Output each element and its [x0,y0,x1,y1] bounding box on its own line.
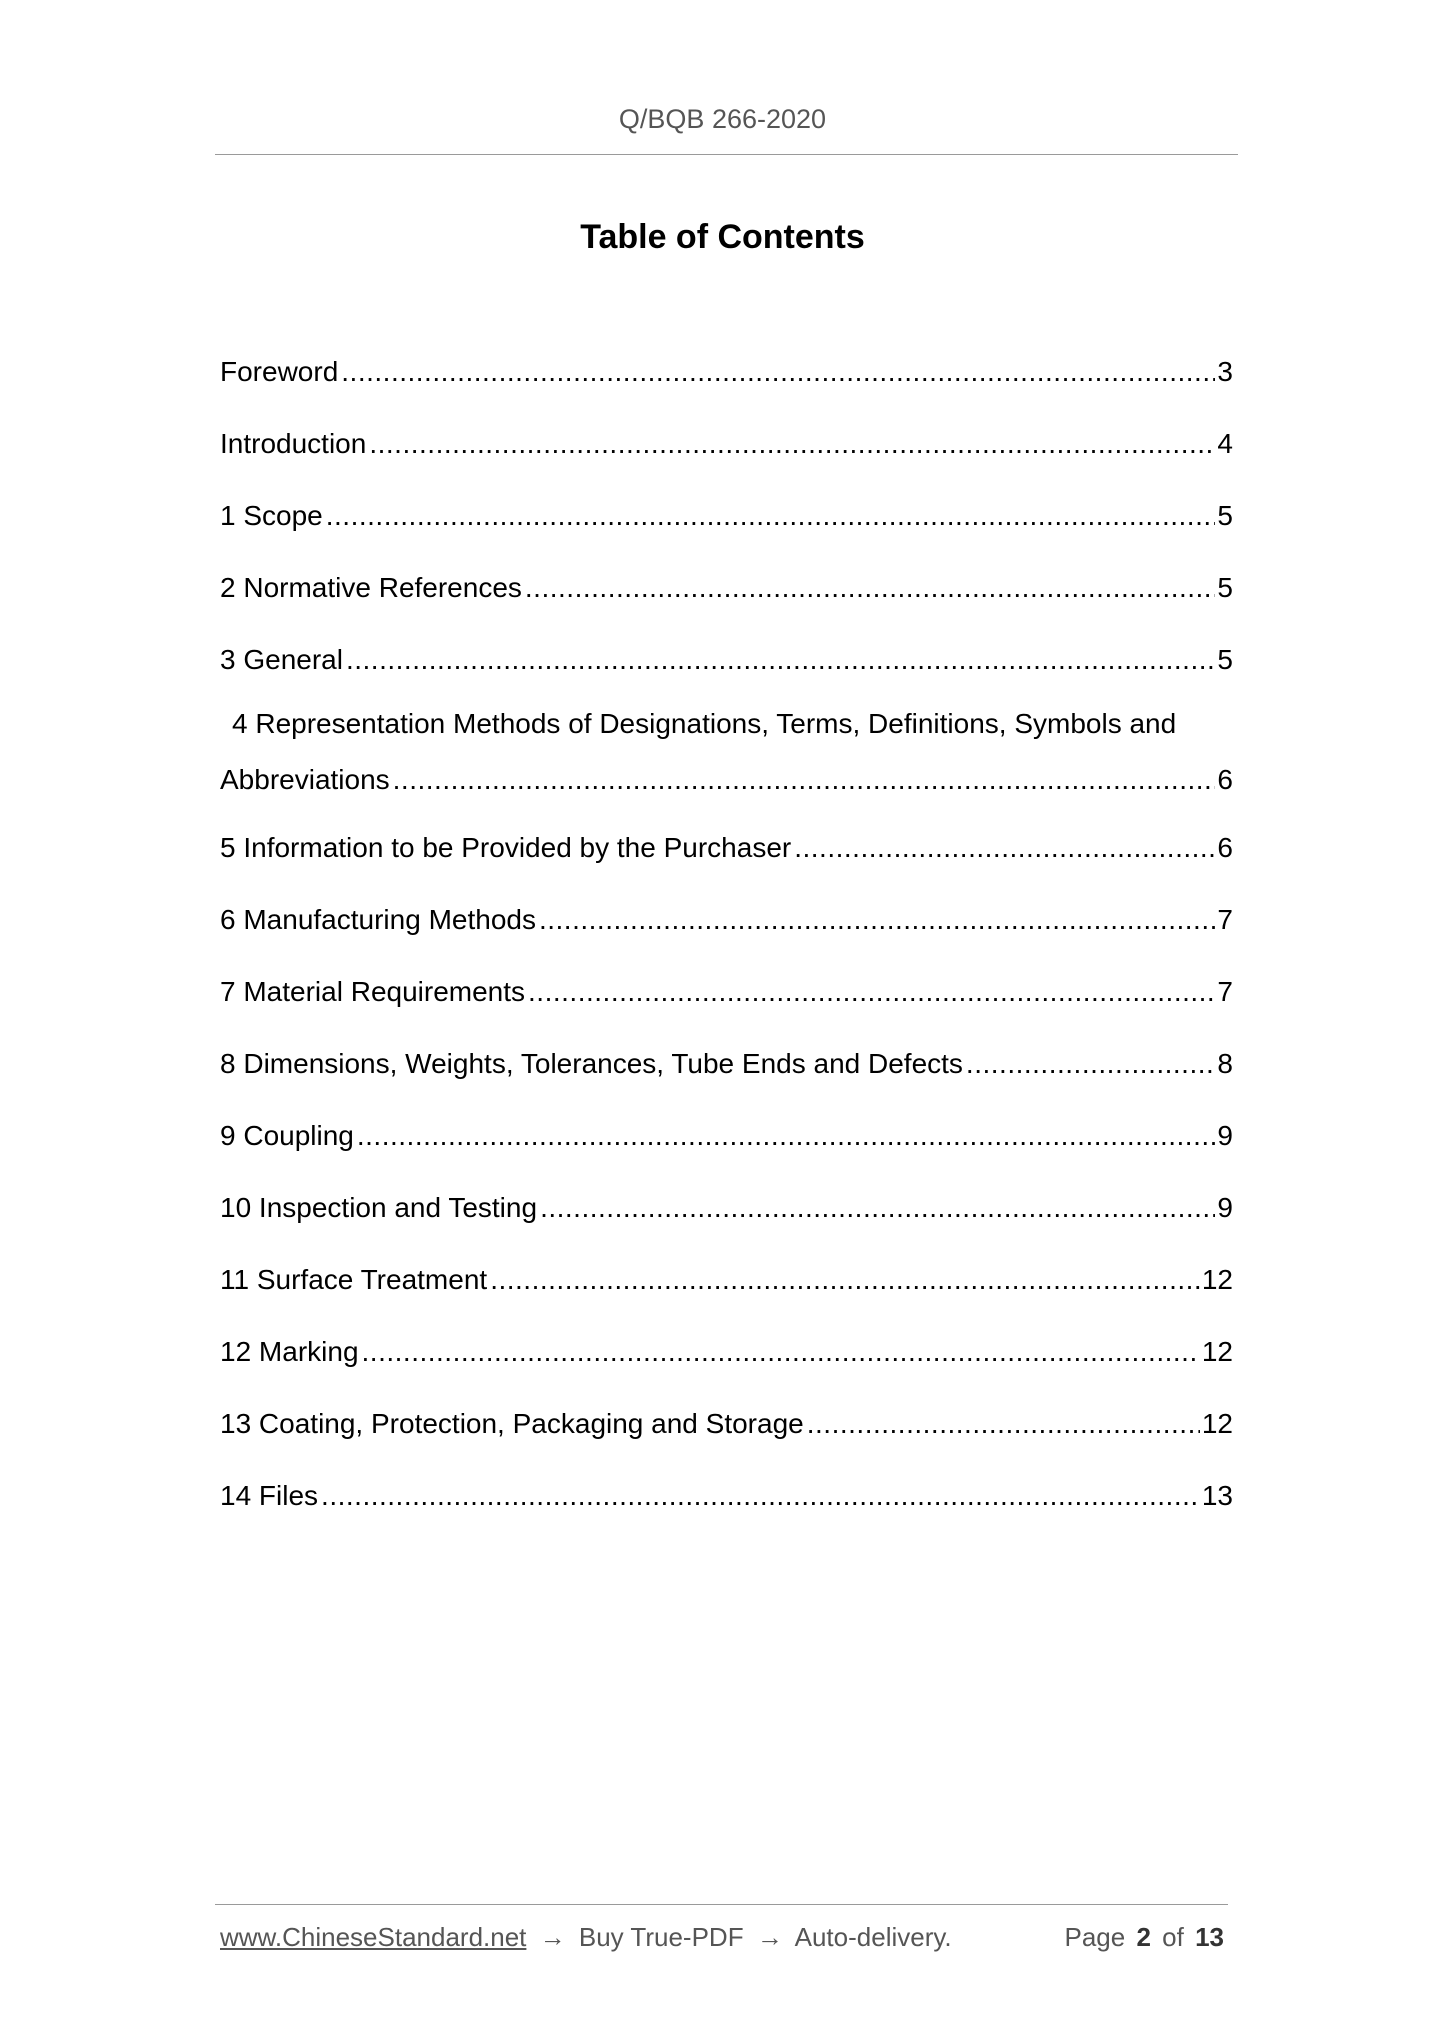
buy-true-pdf-text: Buy True-PDF [578,1922,744,1952]
toc-entry-representation-methods[interactable] [220,696,1233,812]
dot-leader [490,1244,1200,1316]
toc-entry-title: 8 Dimensions, Weights, Tolerances, Tube Ends and Defects [220,1048,963,1079]
toc-entry-page: 9 [1217,1120,1233,1151]
dot-leader [393,752,1216,808]
footer-promo [220,1922,952,1953]
auto-delivery-text: Auto-delivery. [794,1922,952,1952]
toc-entry-title: 11 Surface Treatment [220,1264,488,1295]
toc-entry-title: 5 Information to be Provided by the Purchaser [220,832,792,863]
toc-entry-title: 13 Coating, Protection, Packaging and Storage [220,1408,804,1439]
toc-entry-title: Introduction [220,428,367,459]
dot-leader [357,1100,1216,1172]
toc-entry-title-line2: Abbreviations [220,764,390,795]
dot-leader [346,624,1215,696]
toc-entry-page: 9 [1217,1192,1233,1223]
toc-entry-title: 3 General [220,644,343,675]
toc-entry-foreword[interactable] [220,336,1233,408]
toc-list [220,336,1233,1532]
toc-entry-title: 6 Manufacturing Methods [220,904,536,935]
dot-leader [540,1172,1215,1244]
toc-entry-coupling[interactable] [220,1100,1233,1172]
toc-entry-title: 1 Scope [220,500,323,531]
toc-entry-scope[interactable] [220,480,1233,552]
toc-entry-title: 2 Normative References [220,572,522,603]
toc-entry-normative-references[interactable] [220,552,1233,624]
toc-entry-title-line1: 4 Representation Methods of Designations, Terms, Definitions, Symbols and [232,708,1177,739]
current-page-number: 2 [1136,1922,1151,1952]
dot-leader [341,336,1215,408]
arrow-right-icon: → [539,1922,566,1952]
toc-entry-page: 12 [1201,1336,1233,1367]
dot-leader [321,1460,1200,1532]
toc-entry-inspection-testing[interactable] [220,1172,1233,1244]
toc-entry-marking[interactable] [220,1316,1233,1388]
toc-entry-page: 6 [1217,764,1233,795]
dot-leader [794,812,1215,884]
document-code-header: Q/BQB 266-2020 [618,104,827,134]
toc-entry-page: 5 [1217,572,1233,603]
page-indicator [1064,1922,1228,1953]
toc-entry-page: 7 [1217,976,1233,1007]
toc-entry-title: 10 Inspection and Testing [220,1192,538,1223]
footer-divider [215,1904,1228,1905]
page-of-label: of [1162,1922,1184,1952]
dot-leader [525,552,1216,624]
toc-entry-page: 12 [1201,1408,1233,1439]
toc-entry-dimensions[interactable] [220,1028,1233,1100]
total-pages-number: 13 [1195,1922,1224,1952]
toc-entry-second-line [220,752,1233,812]
toc-entry-material-requirements[interactable] [220,956,1233,1028]
toc-entry-title: 14 Files [220,1480,319,1511]
toc-entry-page: 5 [1217,644,1233,675]
header-divider [215,154,1238,155]
dot-leader [362,1316,1200,1388]
dot-leader [369,408,1215,480]
page-label: Page [1064,1922,1126,1952]
toc-entry-introduction[interactable] [220,408,1233,480]
dot-leader [326,480,1216,552]
toc-entry-page: 4 [1217,428,1233,459]
toc-entry-page: 13 [1201,1480,1233,1511]
toc-entry-manufacturing-methods[interactable] [220,884,1233,956]
toc-entry-general[interactable] [220,624,1233,696]
dot-leader [539,884,1215,956]
toc-entry-title: 9 Coupling [220,1120,354,1151]
toc-entry-title: 12 Marking [220,1336,359,1367]
toc-title: Table of Contents [580,218,865,256]
page-footer [220,1922,1228,1953]
toc-entry-surface-treatment[interactable] [220,1244,1233,1316]
toc-entry-title: Foreword [220,356,339,387]
toc-entry-page: 6 [1217,832,1233,863]
dot-leader [528,956,1215,1028]
toc-entry-page: 7 [1217,904,1233,935]
toc-entry-title: 7 Material Requirements [220,976,526,1007]
website-link[interactable]: www.ChineseStandard.net [220,1922,527,1952]
toc-entry-files[interactable] [220,1460,1233,1532]
toc-entry-page: 3 [1217,356,1233,387]
toc-entry-page: 5 [1217,500,1233,531]
dot-leader [966,1028,1216,1100]
dot-leader [807,1388,1200,1460]
toc-entry-information-purchaser[interactable] [220,812,1233,884]
toc-entry-page: 8 [1217,1048,1233,1079]
arrow-right-icon: → [756,1922,783,1952]
toc-entry-coating-protection[interactable] [220,1388,1233,1460]
toc-entry-page: 12 [1201,1264,1233,1295]
